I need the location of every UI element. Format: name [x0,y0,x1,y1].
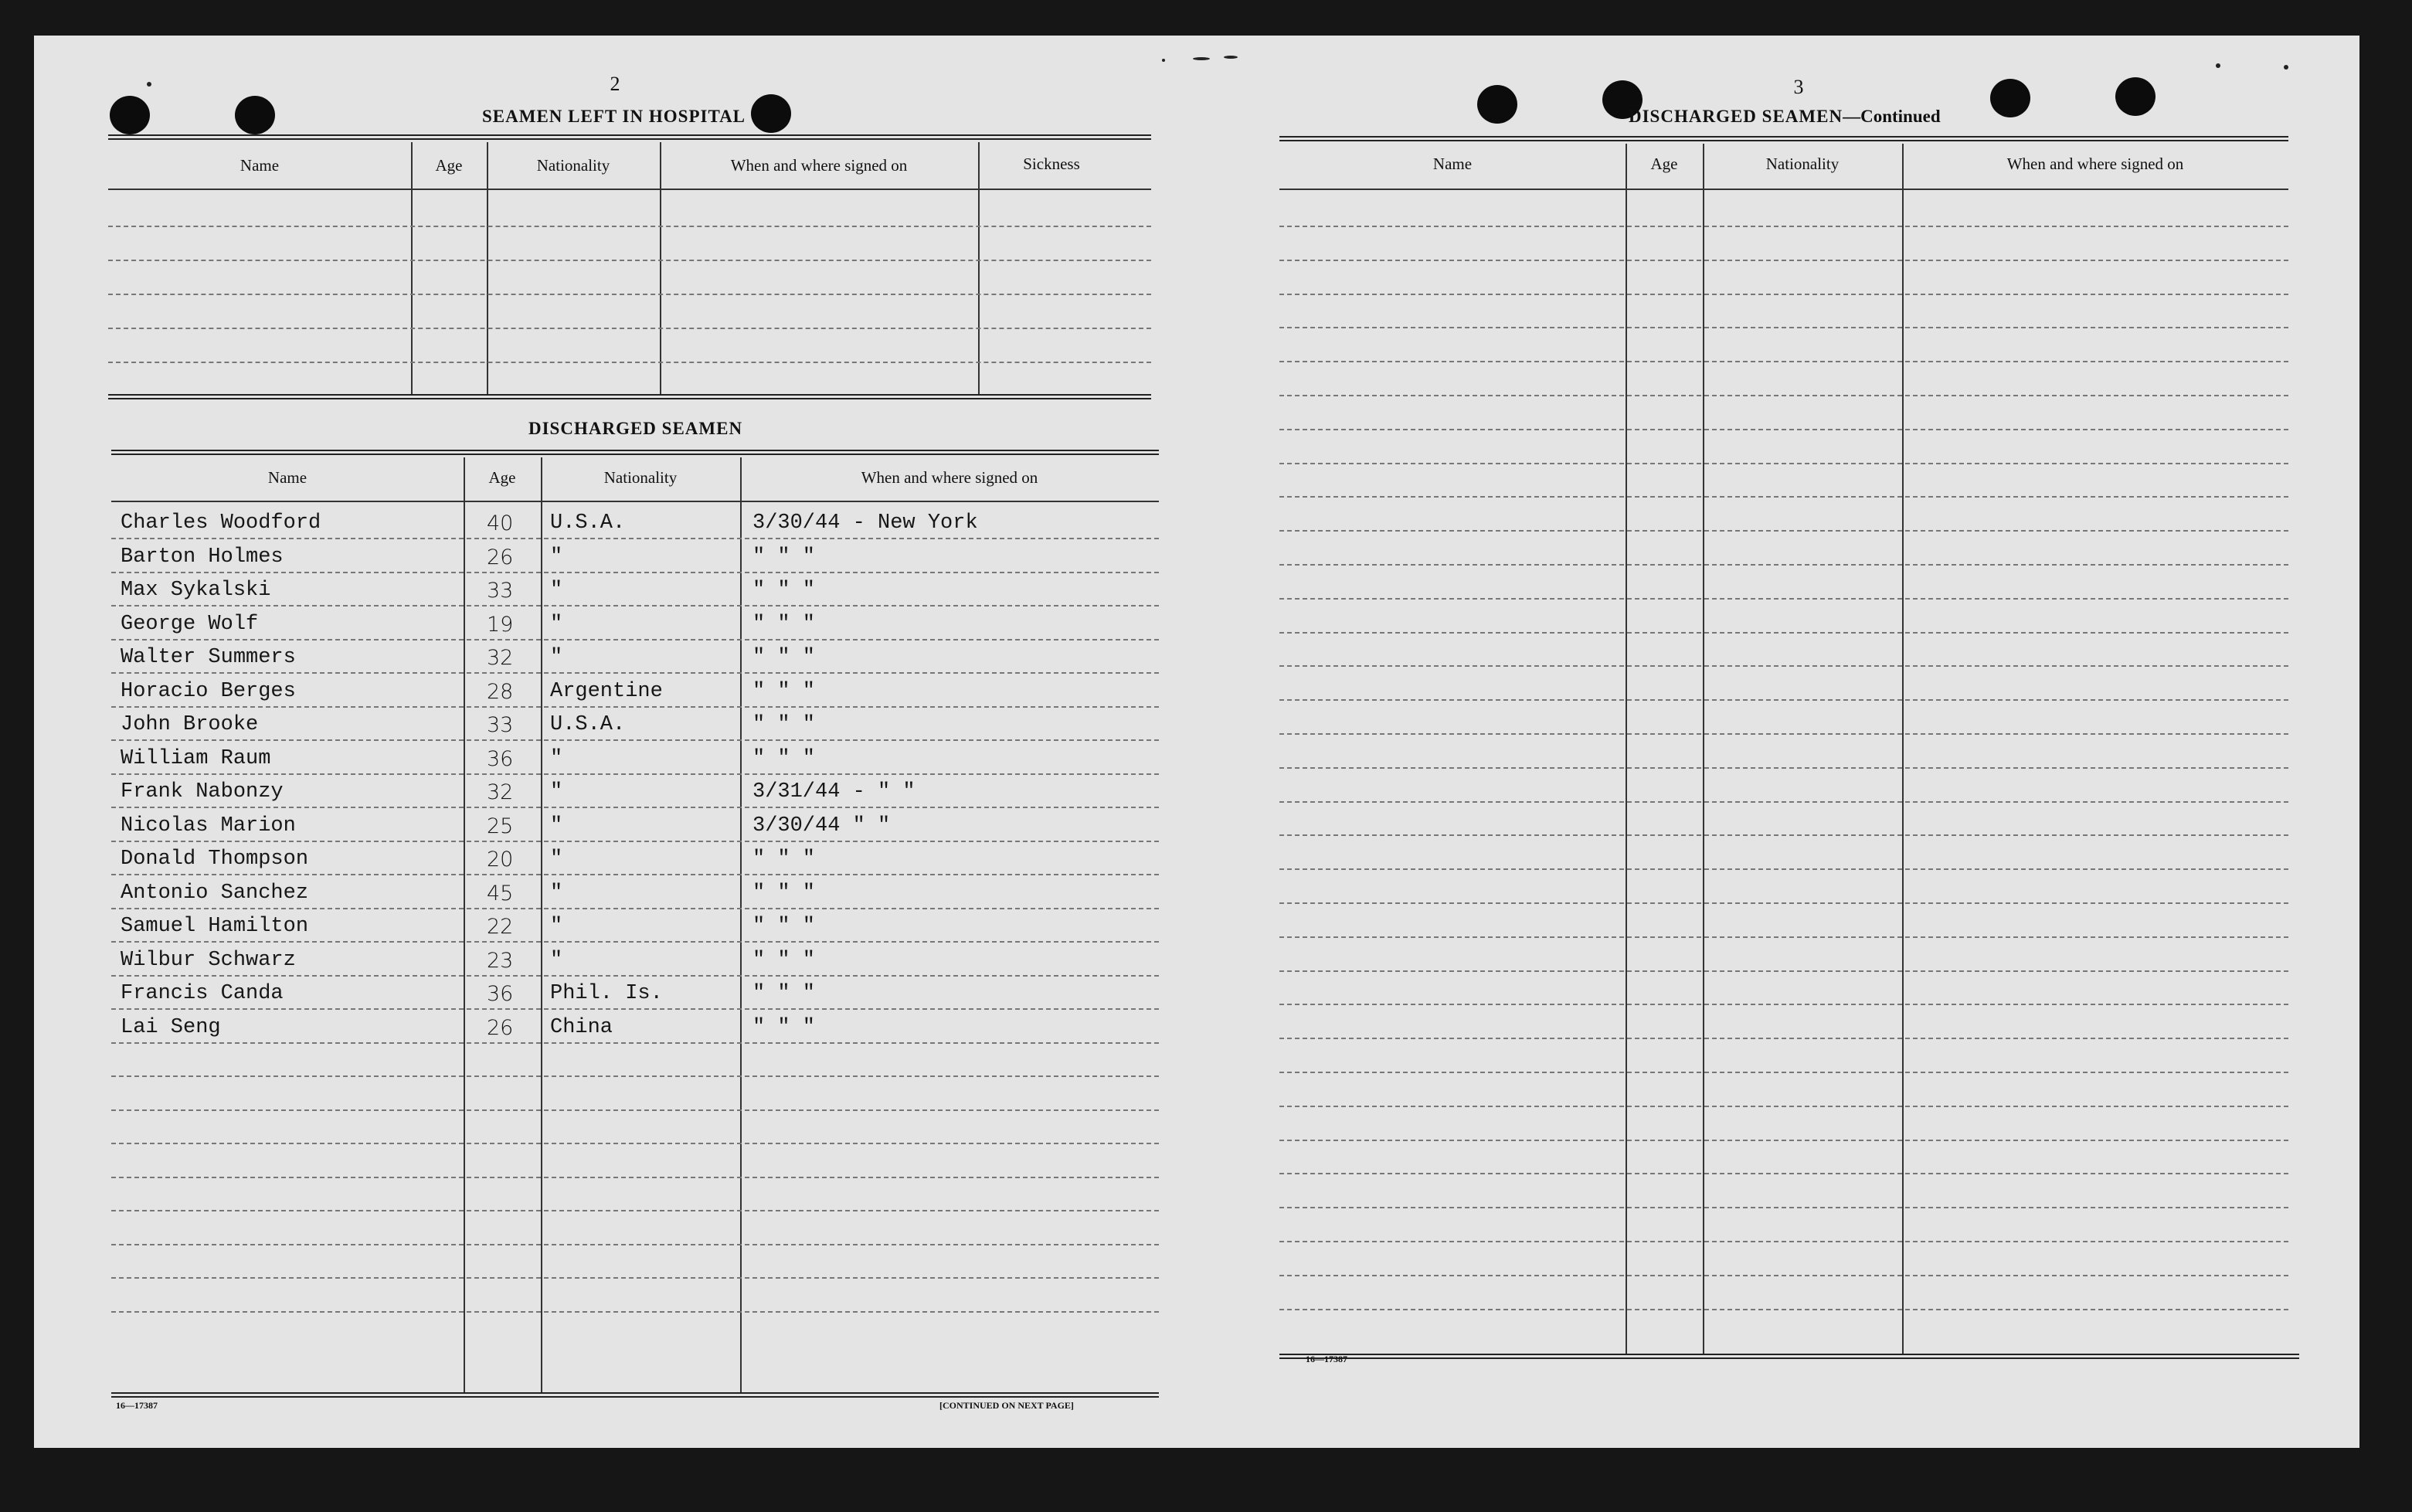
seaman-signed-on: " " " [752,579,816,602]
seaman-nationality: " [550,882,563,905]
seaman-signed-on: 3/31/44 - " " [752,780,916,804]
row-line [108,294,1151,295]
table-end-rule [1279,1354,2299,1359]
discharged-section-title: DISCHARGED SEAMEN [528,419,743,438]
form-number: 16—17387 [116,1400,158,1411]
seaman-age: 45 [487,882,514,906]
seaman-nationality: " [550,915,563,938]
hospital-col-age: Age [435,156,463,175]
row-line [111,1277,1159,1279]
seaman-signed-on: " " " [752,949,816,972]
seaman-name: Walter Summers [121,646,296,669]
seaman-age: 32 [487,780,514,804]
page-number: 3 [1793,76,1804,98]
paper-speck [2216,63,2220,68]
row-line [111,1177,1159,1178]
punch-hole [751,94,791,133]
row-line [111,572,1159,573]
row-line [108,260,1151,261]
seaman-signed-on: 3/30/44 " " [752,814,891,838]
row-line [1279,1038,2288,1039]
continued-col-age: Age [1650,155,1678,173]
seaman-name: John Brooke [121,713,259,736]
seaman-name: Lai Seng [121,1016,221,1039]
hospital-col-name: Name [240,156,280,175]
hospital-section-title: SEAMEN LEFT IN HOSPITAL [482,107,746,126]
discharged-col-name: Name [267,468,307,487]
row-line [111,672,1159,674]
row-line [1279,598,2288,600]
page-number: 2 [610,73,620,95]
row-line [111,538,1159,539]
row-line [111,1143,1159,1144]
document-sheet [34,36,2359,1448]
row-line [1279,1309,2288,1310]
section-title-continued: —Continued [1843,107,1941,126]
title-double-rule [108,134,1151,140]
row-line [1279,564,2288,566]
row-line [1279,665,2288,667]
seaman-age: 23 [487,949,514,973]
row-line [1279,463,2288,464]
row-line [111,908,1159,909]
row-line [111,1210,1159,1211]
col-divider [464,457,465,1392]
seaman-nationality: " [550,848,563,871]
paper-speck [147,82,151,87]
seaman-nationality: " [550,747,563,770]
seaman-nationality: Argentine [550,680,663,703]
row-line [1279,801,2288,803]
seaman-signed-on: " " " [752,545,816,569]
row-line [1279,834,2288,836]
col-divider [541,457,542,1392]
row-line [111,941,1159,943]
continued-section-title [1629,107,1941,127]
section-title-main: DISCHARGED SEAMEN [1629,107,1843,126]
discharged-col-signed-on: When and where signed on [861,468,1038,487]
seaman-nationality: " [550,613,563,636]
header-rule [111,501,1159,502]
title-double-rule [1279,136,2288,141]
seaman-nationality: " [550,545,563,569]
seaman-name: Horacio Berges [121,680,296,703]
seaman-nationality: " [550,780,563,804]
discharged-col-nationality: Nationality [603,468,678,487]
row-line [111,605,1159,606]
row-line [1279,970,2288,972]
seaman-signed-on: " " " [752,1016,816,1039]
seaman-age: 33 [487,713,514,737]
col-divider [660,142,661,394]
seaman-name: Charles Woodford [121,511,321,535]
seaman-age: 36 [487,747,514,771]
row-line [1279,1106,2288,1107]
continued-note: [CONTINUED ON NEXT PAGE] [939,1400,1074,1411]
seaman-signed-on: " " " [752,646,816,669]
row-line [1279,530,2288,532]
row-line [1279,902,2288,904]
row-line [111,639,1159,640]
hospital-col-nationality: Nationality [536,156,610,175]
seaman-age: 25 [487,814,514,838]
punch-hole [2115,77,2156,116]
hospital-col-signed-on: When and where signed on [730,156,908,175]
row-line [111,874,1159,875]
seaman-signed-on: " " " [752,680,816,703]
seaman-nationality: " [550,814,563,838]
row-line [1279,936,2288,938]
seaman-name: George Wolf [121,613,259,636]
seaman-name: Antonio Sanchez [121,882,309,905]
row-line [111,807,1159,808]
row-line [1279,260,2288,261]
seaman-age: 32 [487,646,514,670]
row-line [111,975,1159,977]
seaman-age: 40 [487,511,514,535]
continued-col-nationality: Nationality [1765,155,1840,173]
seaman-nationality: " [550,646,563,669]
seaman-signed-on: " " " [752,848,816,871]
row-line [1279,1140,2288,1141]
form-number: 16—17387 [1306,1354,1347,1364]
col-divider [487,142,488,394]
paper-speck [2284,65,2288,70]
seaman-name: Francis Canda [121,982,284,1005]
punch-hole [235,96,275,134]
row-line [1279,1072,2288,1073]
seaman-nationality: U.S.A. [550,511,626,535]
seaman-signed-on: 3/30/44 - New York [752,511,978,535]
col-divider [978,142,980,394]
continued-col-signed-on: When and where signed on [2006,155,2184,173]
table-end-rule [108,394,1151,399]
row-line [1279,226,2288,227]
seaman-name: Nicolas Marion [121,814,296,838]
paper-speck [1224,56,1238,59]
row-line [1279,733,2288,735]
row-line [108,362,1151,363]
row-line [111,1075,1159,1077]
seaman-nationality: " [550,579,563,602]
seaman-age: 20 [487,848,514,872]
punch-hole [110,96,150,134]
seaman-name: Max Sykalski [121,579,271,602]
seaman-signed-on: " " " [752,915,816,938]
row-line [1279,699,2288,701]
punch-hole [1990,79,2030,117]
row-line [1279,294,2288,295]
row-line [1279,632,2288,634]
row-line [111,706,1159,708]
row-line [108,226,1151,227]
row-line [1279,1207,2288,1208]
seaman-signed-on: " " " [752,982,816,1005]
row-line [1279,327,2288,328]
header-rule [108,189,1151,190]
hospital-col-sickness: Sickness [1023,155,1080,173]
seaman-nationality: China [550,1016,613,1039]
seaman-age: 26 [487,1016,514,1040]
row-line [1279,429,2288,430]
seaman-age: 26 [487,545,514,569]
seaman-name: Donald Thompson [121,848,309,871]
seaman-signed-on: " " " [752,713,816,736]
seaman-name: Barton Holmes [121,545,284,569]
row-line [108,328,1151,329]
row-line [1279,1004,2288,1005]
row-line [111,1311,1159,1313]
row-line [1279,868,2288,870]
header-rule [1279,189,2288,190]
row-line [1279,1275,2288,1276]
row-line [1279,361,2288,362]
seaman-signed-on: " " " [752,882,816,905]
seaman-nationality: Phil. Is. [550,982,663,1005]
seaman-signed-on: " " " [752,747,816,770]
row-line [111,739,1159,741]
col-divider [411,142,413,394]
row-line [111,1244,1159,1245]
seaman-name: Samuel Hamilton [121,915,309,938]
row-line [111,841,1159,842]
discharged-col-age: Age [488,468,516,487]
seaman-age: 28 [487,680,514,704]
row-line [111,773,1159,775]
paper-speck [1162,59,1165,62]
seaman-nationality: U.S.A. [550,713,626,736]
row-line [111,1109,1159,1111]
row-line [1279,395,2288,396]
col-divider [740,457,742,1392]
row-line [1279,1173,2288,1174]
seaman-age: 33 [487,579,514,603]
seaman-age: 22 [487,915,514,939]
row-line [1279,496,2288,498]
title-double-rule [111,450,1159,455]
punch-hole [1477,85,1517,124]
seaman-name: Wilbur Schwarz [121,949,296,972]
seaman-nationality: " [550,949,563,972]
row-line [1279,767,2288,769]
seaman-age: 19 [487,613,514,637]
row-line [111,1042,1159,1044]
paper-speck [1193,57,1210,60]
table-end-rule [111,1392,1159,1398]
continued-col-name: Name [1432,155,1473,173]
row-line [111,1008,1159,1010]
seaman-age: 36 [487,982,514,1006]
row-line [1279,1241,2288,1242]
seaman-name: William Raum [121,747,271,770]
seaman-signed-on: " " " [752,613,816,636]
seaman-name: Frank Nabonzy [121,780,284,804]
